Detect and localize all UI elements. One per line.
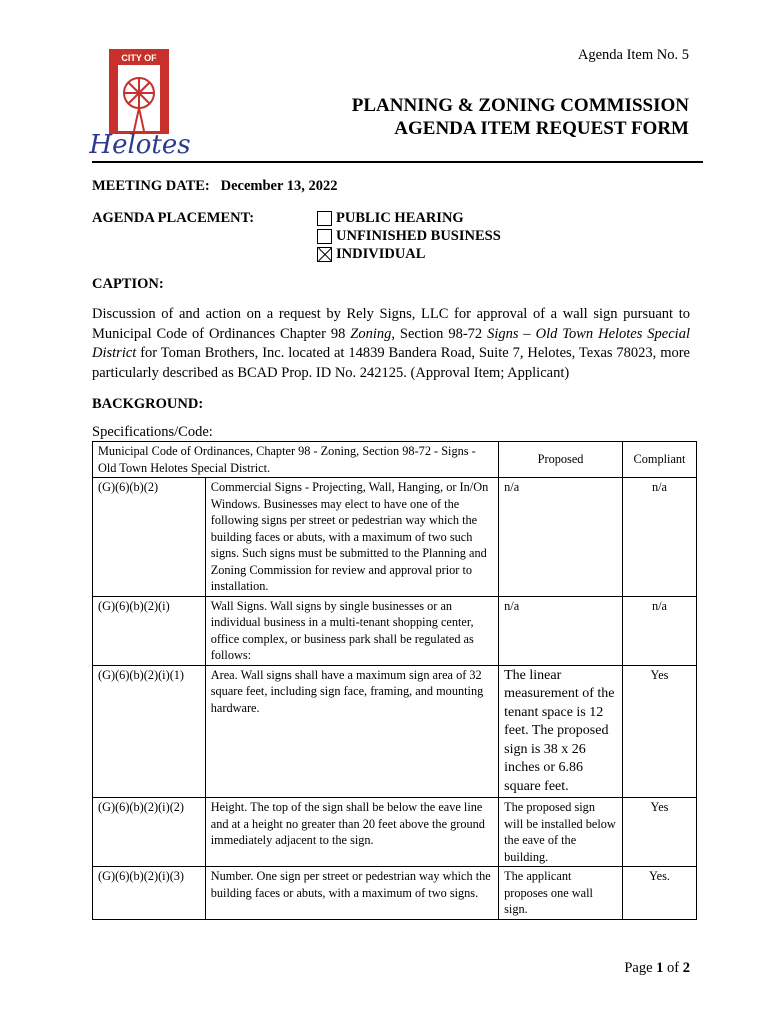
page-total: 2 xyxy=(682,960,690,976)
header-proposed: Proposed xyxy=(499,442,623,478)
row-proposed: n/a xyxy=(499,478,623,597)
row-compliant: Yes xyxy=(623,798,697,867)
row-text: Area. Wall signs shall have a maximum sign area of 32 square feet, including sign face, framing, and mounting hardware. xyxy=(205,665,498,798)
row-compliant: n/a xyxy=(623,478,697,597)
page-title xyxy=(352,94,689,140)
row-compliant: n/a xyxy=(623,596,697,665)
page-number xyxy=(624,960,690,977)
header-code: Municipal Code of Ordinances, Chapter 98 - Zoning, Section 98-72 - Signs - Old Town Helotes Special District. xyxy=(93,442,499,478)
title-line-1: PLANNING & ZONING COMMISSION xyxy=(351,95,689,116)
table-row xyxy=(93,596,697,665)
option-individual[interactable] xyxy=(317,245,501,263)
row-text: Commercial Signs - Projecting, Wall, Hanging, or In/On Windows. Businesses may elect to have one of the following signs per street or pedestrian way which the building faces or abuts, with a maximum of two such signs. Such signs must be submitted to the Planning and Zoning Commission for review and approval prior to installation. xyxy=(205,478,498,597)
option-unfinished-business-label: UNFINISHED BUSINESS xyxy=(336,227,501,244)
row-text: Wall Signs. Wall signs by single businesses or an individual business in a multi-tenant shopping center, office complex, or business park shall be regulated as follows: xyxy=(205,596,498,665)
row-text: Height. The top of the sign shall be below the eave line and at a height no greater than 20 feet above the ground immediately adjacent to the sign. xyxy=(205,798,498,867)
caption-zoning: Zoning xyxy=(350,325,392,342)
agenda-placement-label: AGENDA PLACEMENT: xyxy=(92,210,255,226)
row-proposed: The linear measurement of the tenant space is 12 feet. The proposed sign is 38 x 26 inches or 6.86 square feet. xyxy=(499,665,623,798)
agenda-placement-options xyxy=(317,209,501,263)
checkbox-individual-checked[interactable] xyxy=(317,247,332,262)
option-public-hearing-label: PUBLIC HEARING xyxy=(336,209,464,226)
title-line-2: AGENDA ITEM REQUEST FORM xyxy=(394,118,689,139)
row-compliant: Yes. xyxy=(623,867,697,920)
background-heading: BACKGROUND: xyxy=(92,396,204,412)
agenda-item-number: Agenda Item No. 5 xyxy=(577,47,689,63)
option-individual-label: INDIVIDUAL xyxy=(336,245,426,262)
page-label: Page xyxy=(624,960,653,976)
table-row xyxy=(93,798,697,867)
table-row xyxy=(93,867,697,920)
page-current: 1 xyxy=(656,960,664,976)
row-proposed: n/a xyxy=(499,596,623,665)
header-divider xyxy=(92,161,703,163)
table-row xyxy=(93,665,697,798)
caption-signs-title: Signs – Old Town Helotes Special District xyxy=(92,325,690,361)
option-unfinished-business[interactable] xyxy=(317,227,501,245)
table-row xyxy=(93,478,697,597)
page-of: of xyxy=(667,960,680,976)
checkbox-public-hearing[interactable] xyxy=(317,211,332,226)
logo-city-of-text: CITY OF xyxy=(121,53,157,63)
caption-heading: CAPTION: xyxy=(92,276,164,292)
row-section: (G)(6)(b)(2)(i)(2) xyxy=(93,798,206,867)
row-compliant: Yes xyxy=(623,665,697,798)
meeting-date xyxy=(92,178,338,195)
specifications-table xyxy=(92,441,697,920)
caption-text xyxy=(92,305,690,383)
row-section: (G)(6)(b)(2) xyxy=(93,478,206,597)
city-of-helotes-logo xyxy=(89,47,191,162)
row-text: Number. One sign per street or pedestrian way which the building faces or abuts, with a maximum of two signs. xyxy=(205,867,498,920)
option-public-hearing[interactable] xyxy=(317,209,501,227)
row-proposed: The applicant proposes one wall sign. xyxy=(499,867,623,920)
table-header-row xyxy=(93,442,697,478)
logo-helotes-text: Helotes xyxy=(89,130,191,160)
meeting-date-value: December 13, 2022 xyxy=(220,178,338,194)
header-compliant: Compliant xyxy=(623,442,697,478)
checkbox-unfinished-business[interactable] xyxy=(317,229,332,244)
caption-part-3: for Toman Brothers, Inc. located at 14839 Bandera Road, Suite 7, Helotes, Texas 78023, more particularly described as BCAD Prop. ID No. 242125. (Approval Item; Applicant) xyxy=(92,345,690,381)
row-proposed: The proposed sign will be installed below the eave of the building. xyxy=(499,798,623,867)
row-section: (G)(6)(b)(2)(i)(1) xyxy=(93,665,206,798)
row-section: (G)(6)(b)(2)(i) xyxy=(93,596,206,665)
row-section: (G)(6)(b)(2)(i)(3) xyxy=(93,867,206,920)
meeting-date-label: MEETING DATE: xyxy=(92,178,210,194)
caption-part-2: , Section 98-72 xyxy=(391,325,488,342)
specifications-subheading: Specifications/Code: xyxy=(92,424,213,440)
caption-part-1: Discussion of and action on a request by Rely Signs, LLC for approval of a wall sign pursuant to Municipal Code of Ordinances Chapter 98 xyxy=(92,306,690,342)
